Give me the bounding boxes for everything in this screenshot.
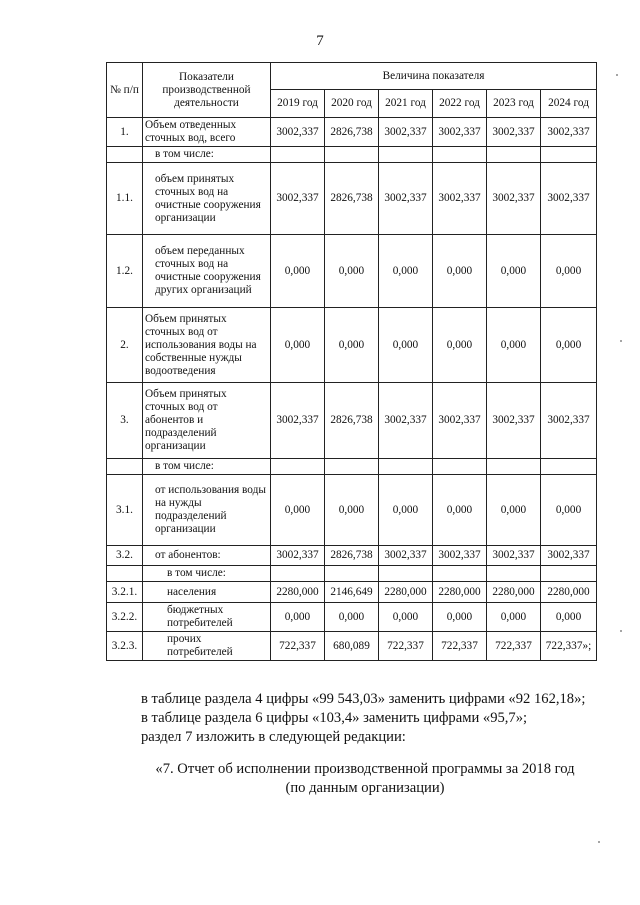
row-number-cell: 1.1. (107, 163, 143, 235)
table-row (107, 147, 597, 163)
paragraph: раздел 7 изложить в следующей редакции: (141, 729, 406, 745)
value-cell: 0,000 (325, 235, 379, 308)
value-cell: 0,000 (433, 235, 487, 308)
value-cell: 0,000 (379, 235, 433, 308)
section-title-line: «7. Отчет об исполнении производственной программы за 2018 год (155, 761, 575, 777)
page-number: 7 (316, 33, 324, 49)
header-year: 2023 год (487, 90, 541, 118)
table-row (107, 235, 597, 308)
value-cell (541, 459, 597, 475)
value-cell: 3002,337 (379, 163, 433, 235)
header-year: 2020 год (325, 90, 379, 118)
value-cell (271, 566, 325, 582)
value-cell: 0,000 (541, 235, 597, 308)
indicator-name-cell: Объем отведенных сточных вод, всего (143, 118, 271, 147)
table-row (107, 632, 597, 661)
row-number-cell: 3.2.3. (107, 632, 143, 661)
value-cell: 3002,337 (541, 118, 597, 147)
value-cell: 3002,337 (487, 118, 541, 147)
value-cell: 2826,738 (325, 118, 379, 147)
value-cell: 0,000 (379, 308, 433, 383)
value-cell: 722,337 (433, 632, 487, 661)
value-cell (325, 147, 379, 163)
value-cell: 722,337 (487, 632, 541, 661)
value-cell: 3002,337 (541, 546, 597, 566)
value-cell (433, 566, 487, 582)
value-cell (325, 459, 379, 475)
indicator-name-cell: от абонентов: (143, 546, 271, 566)
value-cell: 2826,738 (325, 163, 379, 235)
value-cell: 3002,337 (433, 383, 487, 459)
value-cell: 0,000 (541, 308, 597, 383)
indicator-name-cell: в том числе: (143, 459, 271, 475)
value-cell (541, 566, 597, 582)
value-cell: 0,000 (271, 603, 325, 632)
scan-speck (620, 340, 622, 342)
table-row (107, 118, 597, 147)
value-cell: 3002,337 (433, 118, 487, 147)
row-number-cell (107, 566, 143, 582)
value-cell (487, 566, 541, 582)
table-row (107, 308, 597, 383)
value-cell: 0,000 (325, 475, 379, 546)
value-cell (325, 566, 379, 582)
value-cell: 722,337»; (541, 632, 597, 661)
value-cell (541, 147, 597, 163)
header-row-number: № п/п (107, 63, 143, 118)
table-row (107, 163, 597, 235)
value-cell: 722,337 (379, 632, 433, 661)
table-row (107, 475, 597, 546)
value-cell (271, 147, 325, 163)
value-cell: 3002,337 (433, 163, 487, 235)
value-cell: 3002,337 (271, 163, 325, 235)
value-cell: 0,000 (487, 475, 541, 546)
value-cell: 0,000 (433, 603, 487, 632)
header-year: 2019 год (271, 90, 325, 118)
paragraph: в таблице раздела 6 цифры «103,4» заменить цифрами «95,7»; (141, 710, 528, 726)
header-indicator-name: Показатели производственной деятельности (143, 63, 271, 118)
value-cell: 3002,337 (487, 163, 541, 235)
value-cell: 2826,738 (325, 383, 379, 459)
value-cell: 3002,337 (433, 546, 487, 566)
production-indicators-table (106, 62, 597, 661)
section-title (130, 760, 600, 798)
row-number-cell: 1. (107, 118, 143, 147)
row-number-cell: 3.2.2. (107, 603, 143, 632)
indicator-name-cell: в том числе: (143, 566, 271, 582)
indicator-name-cell: Объем принятых сточных вод от абонентов и подразделений организации (143, 383, 271, 459)
value-cell: 0,000 (541, 475, 597, 546)
indicator-name-cell: населения (143, 582, 271, 603)
value-cell: 3002,337 (271, 383, 325, 459)
value-cell: 3002,337 (379, 546, 433, 566)
row-number-cell: 3.1. (107, 475, 143, 546)
value-cell: 3002,337 (271, 118, 325, 147)
value-cell: 3002,337 (487, 383, 541, 459)
row-number-cell: 1.2. (107, 235, 143, 308)
value-cell: 3002,337 (541, 163, 597, 235)
value-cell: 0,000 (325, 308, 379, 383)
value-cell: 2146,649 (325, 582, 379, 603)
value-cell: 0,000 (487, 603, 541, 632)
row-number-cell: 3.2. (107, 546, 143, 566)
value-cell: 2826,738 (325, 546, 379, 566)
value-cell (487, 147, 541, 163)
value-cell (379, 147, 433, 163)
row-number-cell: 3.2.1. (107, 582, 143, 603)
value-cell: 3002,337 (379, 383, 433, 459)
value-cell: 2280,000 (379, 582, 433, 603)
scan-speck (616, 74, 618, 76)
table-row (107, 566, 597, 582)
row-number-cell: 3. (107, 383, 143, 459)
value-cell: 3002,337 (379, 118, 433, 147)
table-row (107, 603, 597, 632)
scan-speck (620, 630, 622, 632)
value-cell: 0,000 (541, 603, 597, 632)
row-number-cell (107, 147, 143, 163)
value-cell: 0,000 (487, 235, 541, 308)
value-cell: 3002,337 (487, 546, 541, 566)
value-cell: 0,000 (271, 235, 325, 308)
indicator-name-cell: Объем принятых сточных вод от использования воды на собственные нужды водоотведения (143, 308, 271, 383)
indicator-name-cell: объем принятых сточных вод на очистные сооружения организации (143, 163, 271, 235)
row-number-cell: 2. (107, 308, 143, 383)
scan-speck (598, 841, 600, 843)
amendment-paragraphs (141, 690, 611, 747)
indicator-name-cell: объем переданных сточных вод на очистные сооружения других организаций (143, 235, 271, 308)
value-cell (487, 459, 541, 475)
row-number-cell (107, 459, 143, 475)
value-cell: 2280,000 (433, 582, 487, 603)
value-cell (379, 566, 433, 582)
value-cell (433, 459, 487, 475)
table-row (107, 546, 597, 566)
value-cell: 3002,337 (541, 383, 597, 459)
indicator-name-cell: от использования воды на нужды подразделений организации (143, 475, 271, 546)
indicator-name-cell: прочих потребителей (143, 632, 271, 661)
value-cell (433, 147, 487, 163)
value-cell: 0,000 (271, 475, 325, 546)
value-cell: 0,000 (379, 603, 433, 632)
value-cell: 2280,000 (541, 582, 597, 603)
value-cell: 3002,337 (271, 546, 325, 566)
table-row (107, 459, 597, 475)
value-cell: 0,000 (433, 475, 487, 546)
indicator-name-cell: бюджетных потребителей (143, 603, 271, 632)
header-year: 2021 год (379, 90, 433, 118)
indicator-name-cell: в том числе: (143, 147, 271, 163)
paragraph: в таблице раздела 4 цифры «99 543,03» заменить цифрами «92 162,18»; (141, 691, 586, 707)
value-cell: 2280,000 (487, 582, 541, 603)
value-cell: 2280,000 (271, 582, 325, 603)
value-cell: 0,000 (433, 308, 487, 383)
section-title-line: (по данным организации) (285, 780, 445, 796)
header-year: 2024 год (541, 90, 597, 118)
value-cell: 722,337 (271, 632, 325, 661)
value-cell: 0,000 (379, 475, 433, 546)
header-indicator-value: Величина показателя (271, 63, 597, 90)
value-cell (271, 459, 325, 475)
value-cell (379, 459, 433, 475)
value-cell: 0,000 (487, 308, 541, 383)
header-year: 2022 год (433, 90, 487, 118)
value-cell: 0,000 (271, 308, 325, 383)
value-cell: 0,000 (325, 603, 379, 632)
value-cell: 680,089 (325, 632, 379, 661)
table-row (107, 582, 597, 603)
table-row (107, 383, 597, 459)
